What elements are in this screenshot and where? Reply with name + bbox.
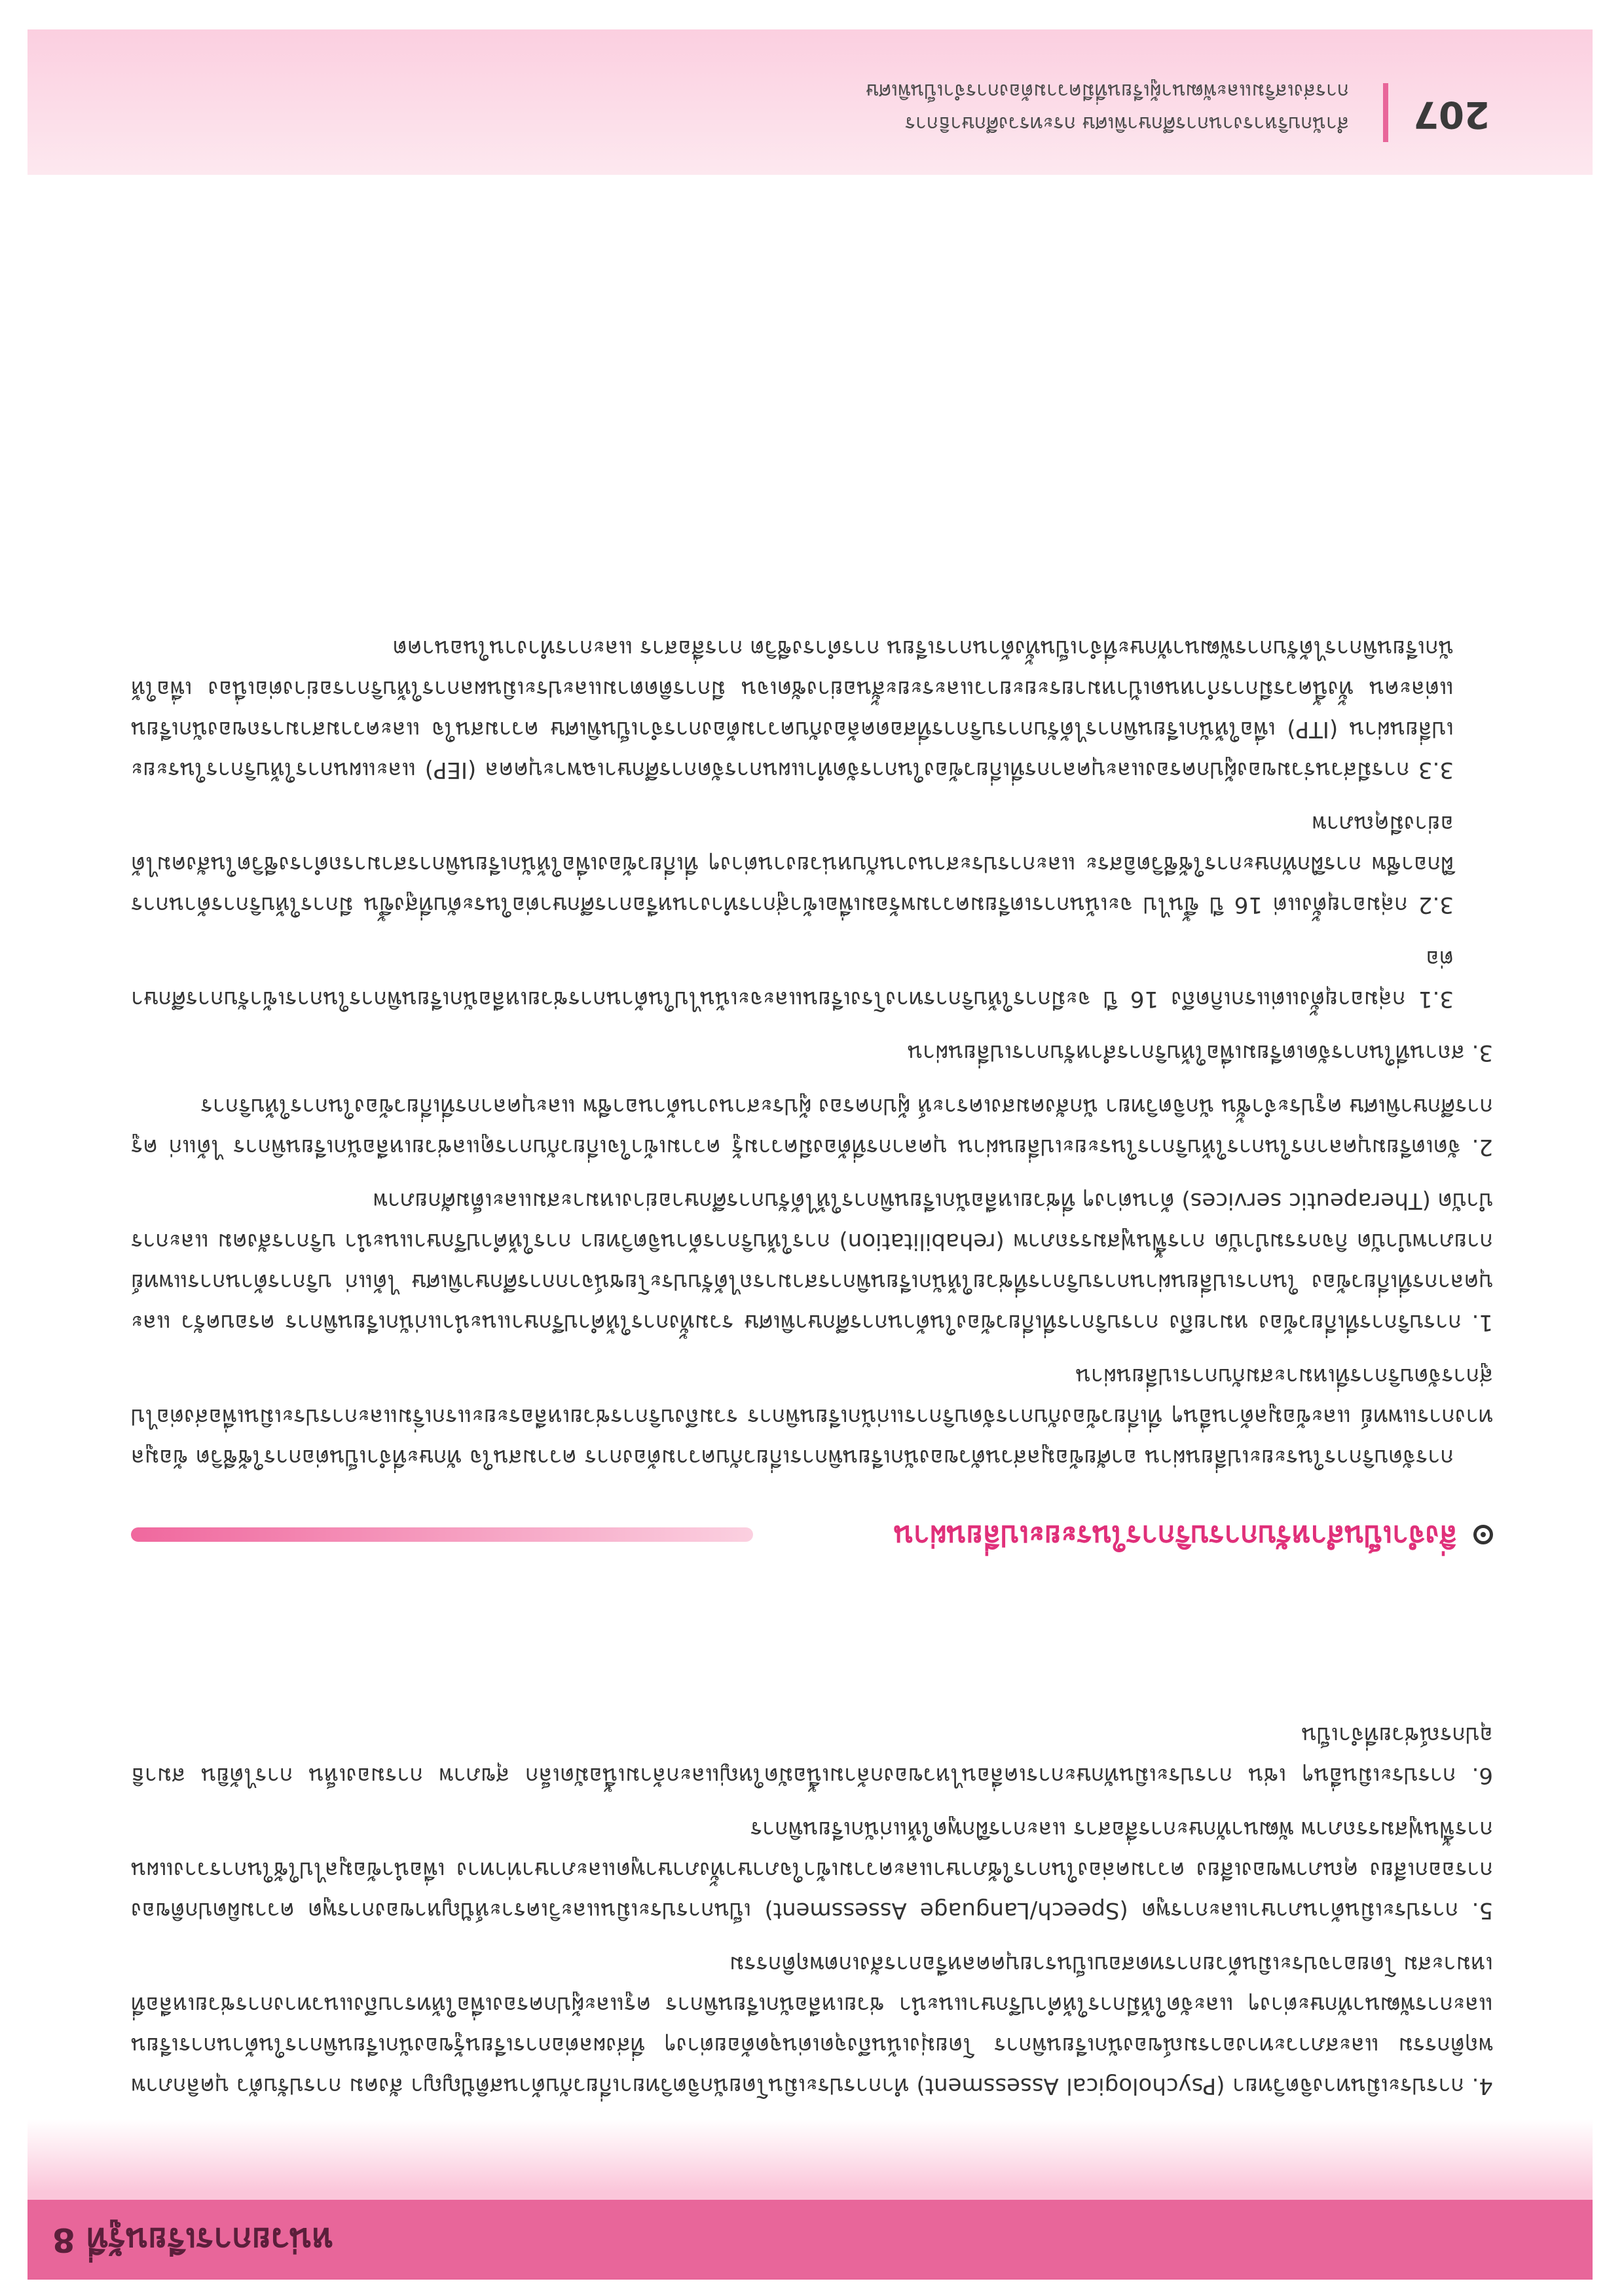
footer-separator: [1383, 83, 1388, 142]
footer-org: สำนักบริหารงานการศึกษาพิเศษ กระทรวงศึกษาธิการ: [904, 112, 1349, 135]
items-top: [131, 1715, 1493, 2106]
item-4: 4. การประเมินทางจิตวิทยา (Psychological Assessment) ทำการประเมินโดยนักจิตวิทยาเกี่ยวกับด้านสติปัญญา สังคม การปรับตัว บุคลิกภาพ พฤติกรรม และสภาวะทางอารมณ์ของนักเรียนพิการ โดยมุ่งเน้นถึงจุดเด่นจุดด้อยต่างๆ ที่ส่งผลต่อการเรียนรู้ของนักเรียนพิการในด้านการเรียนและการพัฒนาทักษะต่างๆ และจัดให้มีการให้คำปรึกษาแนะนำ ช่วยเหลือนักเรียนพิการ ครูและผู้ปกครองเพื่อให้ทราบถึงแนวทางการช่วยเหลือที่เหมาะสม โดยอาจประเมินด้วยการทดสอบเป็นรายบุคคลหรือการสังเกตพฤติกรรม: [131, 1951, 1493, 2099]
item-3-3: 3.3 การมีส่วนร่วมของผู้ปกครองและบุคลากรที่เกี่ยวข้องในการจัดทำแผนการจัดการศึกษาเฉพาะบุคคล (IEP) และแผนการให้บริการในระยะเปลี่ยนผ่าน (ITP) เพื่อให้นักเรียนพิการได้รับการบริการที่สอดคล้องกับความต้องการจำเป็นพิเศษ ความสนใจ และความสามารถของนักเรียนแต่ละคน ทั้งนี้ควรมีการกำหนดเป้าหมายระยะยาวและระยะสั้นอย่างชัดเจน มีการติดตามและประเมินผลการให้บริการอย่างต่อเนื่อง เพื่อให้นักเรียนพิการได้รับการพัฒนาทักษะที่จำเป็นทั้งด้านการเรียน การดำรงชีวิต การสื่อสาร และการทำงานในอนาคต: [131, 635, 1454, 783]
unit-title: หน่วยการเรียนรู้ที่ 8: [52, 2221, 334, 2259]
item-3-2: 3.2 กลุ่มอายุตั้งแต่ 16 ปี ขึ้นไป จะเน้นการเตรียมความพร้อมเพื่อเข้าสู่การทำงานหรือการศึกษาต่อในระดับที่สูงขึ้น มีการให้บริการด้านการฝึกอาชีพ การฝึกทักษะการใช้ชีวิตอิสระ และการประสานงานกับหน่วยงานต่างๆ ที่เกี่ยวข้องเพื่อให้นักเรียนพิการสามารถดำรงชีวิตในสังคมได้อย่างมีคุณภาพ: [131, 811, 1454, 918]
item-6: 6. การประเมินอื่นๆ เช่น การประเมินทักษะการเคลื่อนไหวของกล้ามเนื้อมัดใหญ่และกล้ามเนื้อมัดเล็ก สุขภาพ การมองเห็น การได้ยิน สมาธิ อุปกรณ์ช่วยที่จำเป็น: [131, 1722, 1493, 1789]
section-rule: [131, 1527, 753, 1542]
footer-band: [28, 29, 1593, 175]
item-3: 3. สถานที่ในการจัดเตรียมเพื่อให้บริการสำหรับการเปลี่ยนผ่าน: [907, 1040, 1493, 1066]
footer-subtitle: การส่งเสริมและพัฒนาผู้เรียนที่มีความต้องการจำเป็นพิเศษ: [865, 79, 1349, 102]
section-heading: [131, 1497, 1493, 1556]
item-1: 1. การบริการที่เกี่ยวข้อง หมายถึง การบริการที่เกี่ยวข้องในด้านการศึกษาพิเศษ รวมทั้งการให้คำปรึกษาแนะนำแก่นักเรียนพิการ ครอบครัว และบุคลากรที่เกี่ยวข้อง ในการเปลี่ยนผ่านการบริการที่ช่วยให้นักเรียนพิการสามารถได้รับประโยชน์จากการศึกษาพิเศษ ได้แก่ บริการด้านการแพทย์ กายภาพบำบัด กิจกรรมบำบัด การฟื้นฟูสมรรถภาพ (rehabilitation) การให้บริการด้านจิตวิทยา การให้คำปรึกษาแนะนำ บริการสังคม และการบำบัด (Therapeutic services) ด้านต่างๆ ที่ช่วยเหลือนักเรียนพิการให้ได้รับการศึกษาอย่างเหมาะสมและเต็มศักยภาพ: [131, 1188, 1493, 1336]
target-bullet-icon: [1473, 1525, 1493, 1544]
items-bottom: [131, 628, 1493, 1478]
item-5: 5. การประเมินด้านภาษาและการพูด (Speech/Language Assessment) เป็นการประเมินและวิเคราะห์ปัญหาของการพูด ความผิดปกติของการออกเสียง คุณภาพของเสียง ความคล่องในการใช้ภาษาและความเข้าใจภาษาทั้งภาษาพูดและภาษาท่าทาง เพื่อนำข้อมูลไปใช้ในการวางแผนการฟื้นฟูสมรรถภาพ พัฒนาทักษะการสื่อสาร และการฝึกพูดให้แก่นักเรียนพิการ: [131, 1816, 1493, 1923]
intro-paragraph: การจัดบริการในระยะเปลี่ยนผ่าน อาศัยข้อมูลส่วนตัวของนักเรียนพิการเกี่ยวกับความต้องการ ความสนใจ ทักษะที่จำเป็นต่อการใช้ชีวิต ข้อมูลทางการแพทย์ และข้อมูลด้านอื่นๆ ที่เกี่ยวข้องกับการจัดบริการแก่นักเรียนพิการ รวมถึงบริการช่วยเหลือระยะแรกเริ่มและการประเมินเพื่อส่งต่อไปสู่การจัดบริการที่เหมาะสมกับการเปลี่ยนผ่าน: [131, 1363, 1493, 1470]
page-number: 207: [1413, 93, 1490, 136]
section-title: สิ่งจำเป็นสำหรับการบริการในระยะเปลี่ยนผ่าน: [893, 1519, 1457, 1552]
item-2: 2. จัดเตรียมบุคลากรในการให้บริการในระยะเปลี่ยนผ่าน บุคลากรที่ต้องมีความรู้ ความเข้าใจเกี่ยวกับการดูแลช่วยเหลือนักเรียนพิการ ได้แก่ ครูการศึกษาพิเศษ ครูประจำชั้น นักจิตวิทยา นักสังคมสงเคราะห์ ผู้ปกครอง ผู้ประสานงานด้านอาชีพ และบุคลากรที่เกี่ยวข้องในการให้บริการ: [131, 1093, 1493, 1160]
item-3-1: 3.1 กลุ่มอายุตั้งแต่แรกเกิดถึง 16 ปี จะมีการให้บริการทางโรงเรียนและจะเน้นไปในด้านการช่วยเหลือนักเรียนพิการในการเข้ารับการศึกษาต่อ: [131, 945, 1454, 1012]
